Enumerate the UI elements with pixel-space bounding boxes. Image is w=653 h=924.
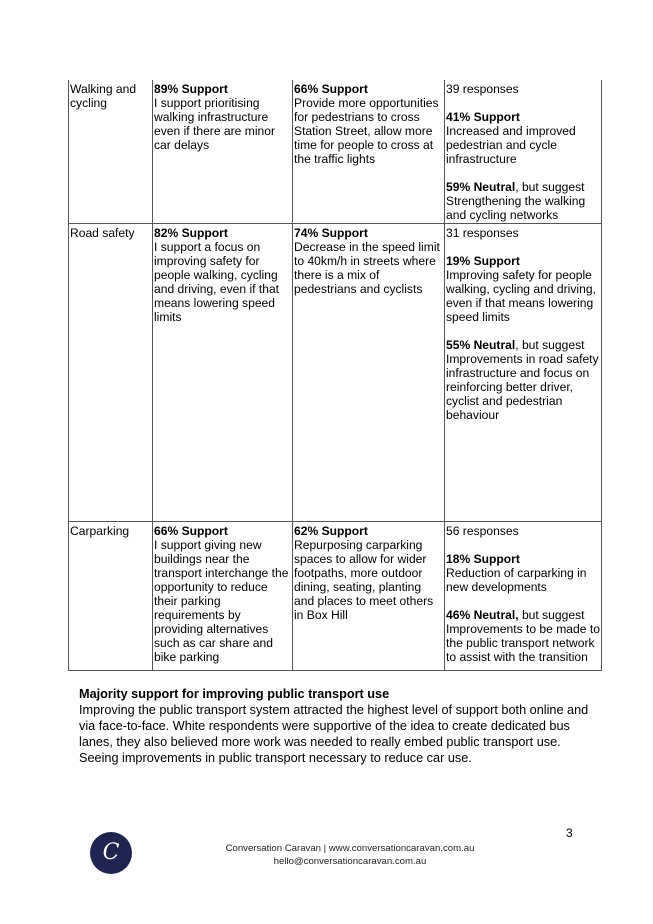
- neutral-statement: but suggest Improvements to be made to the public transport network to assist with the transition: [446, 607, 600, 664]
- section-heading: Majority support for improving public transport use: [79, 687, 390, 701]
- support-percentage: 66% Support: [294, 82, 368, 96]
- support-cell: [293, 223, 445, 521]
- table-row: [69, 521, 602, 670]
- support-percentage: 82% Support: [154, 225, 228, 240]
- response-count: 56 responses: [446, 523, 519, 538]
- neutral-percentage: 46% Neutral,: [446, 607, 519, 622]
- responses-cell: [445, 223, 602, 521]
- support-statement: Reduction of carparking in new developments: [446, 565, 587, 594]
- footer-email-line: hello@conversationcaravan.com.au: [273, 856, 427, 867]
- support-statement: Repurposing carparking spaces to allow for wider footpaths, more outdoor dining, seating, planting and places to meet others in Box Hill: [294, 537, 434, 622]
- neutral-percentage: 59% Neutral: [446, 180, 516, 194]
- footer-contact-line: Conversation Caravan | www.conversationcaravan.com.au: [225, 843, 475, 854]
- feedback-table: [68, 80, 602, 671]
- support-percentage: 66% Support: [154, 523, 228, 538]
- support-statement: Increased and improved pedestrian and cycle infrastructure: [446, 124, 576, 166]
- neutral-percentage: 55% Neutral: [446, 337, 516, 352]
- response-count: 39 responses: [446, 82, 519, 96]
- support-cell: [293, 80, 445, 223]
- public-transport-section: [79, 686, 599, 766]
- support-percentage: 74% Support: [294, 225, 368, 240]
- support-cell: [293, 521, 445, 670]
- support-cell: [153, 223, 293, 521]
- support-statement: I support giving new buildings near the transport interchange the opportunity to reduce their parking requirements by providing alternatives such as car share and bike parking: [154, 537, 289, 664]
- support-percentage: 89% Support: [154, 82, 228, 96]
- support-percentage: 18% Support: [446, 551, 520, 566]
- responses-cell: [445, 80, 602, 223]
- topic-cell: Road safety: [69, 223, 153, 521]
- conversation-caravan-logo: [90, 832, 132, 874]
- responses-cell: [445, 521, 602, 670]
- table-row: [69, 223, 602, 521]
- support-percentage: 62% Support: [294, 523, 368, 538]
- neutral-statement: , but suggest Improvements in road safety infrastructure and focus on reinforcing better driver, cyclist and pedestrian behaviour: [446, 337, 599, 422]
- table-row: [69, 80, 602, 223]
- topic-cell: Carparking: [69, 521, 153, 670]
- logo-letter: C: [102, 840, 120, 865]
- response-count: 31 responses: [446, 225, 519, 240]
- support-cell: [153, 521, 293, 670]
- support-statement: I support a focus on improving safety for people walking, cycling and driving, even if that means lowering speed limits: [154, 239, 280, 324]
- support-statement: Provide more opportunities for pedestrians to cross Station Street, allow more time for people to cross at the traffic lights: [294, 96, 439, 166]
- neutral-statement: , but suggest Strengthening the walking and cycling networks: [446, 180, 586, 222]
- support-percentage: 19% Support: [446, 253, 520, 268]
- support-cell: [153, 80, 293, 223]
- support-statement: I support prioritising walking infrastructure even if there are minor car delays: [154, 96, 275, 152]
- footer: [200, 842, 500, 868]
- support-statement: Improving safety for people walking, cycling and driving, even if that means lowering speed limits: [446, 267, 596, 324]
- section-body: Improving the public transport system attracted the highest level of support both online and via face-to-face. White respondents were supportive of the idea to create dedicated bus lanes, they also believed more work was needed to really embed public transport use. Seeing improvements in public transport necessary to reduce car use.: [79, 703, 589, 765]
- page-number: 3: [566, 826, 573, 840]
- support-percentage: 41% Support: [446, 110, 520, 124]
- support-statement: Decrease in the speed limit to 40km/h in streets where there is a mix of pedestrians and cyclists: [294, 239, 440, 296]
- topic-cell: Walking and cycling: [69, 80, 153, 223]
